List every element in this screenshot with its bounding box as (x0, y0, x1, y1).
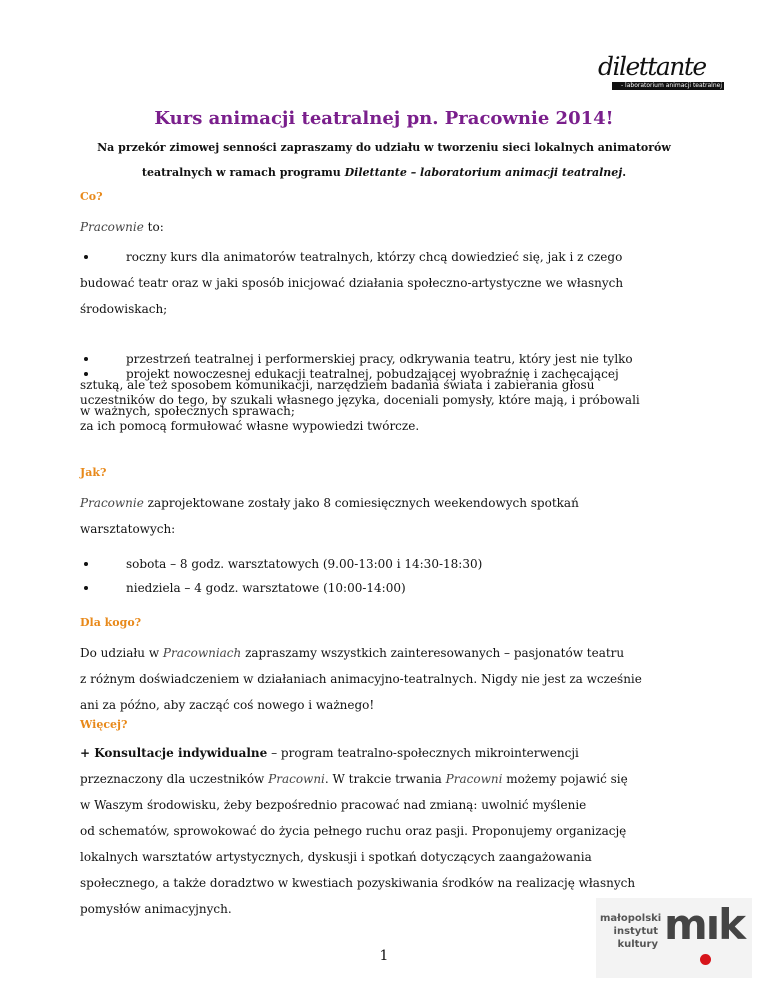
logo-tagline: - laboratorium animacji teatralnej (612, 82, 724, 90)
jak-bullet-1: sobota – 8 godz. warsztatowych (9.00-13:00 i 14:30-18:30) (80, 552, 688, 576)
dilettante-logo (598, 52, 726, 92)
heading-co: Co? (80, 190, 103, 203)
jak-lead: Pracownie zaprojektowane zostały jako 8 comiesięcznych weekendowych spotkań warsztatowych: (80, 496, 579, 536)
co-bullet-2: przestrzeń teatralnej i performerskiej pracy, odkrywania teatru, który jest nie tylko sztuką, ale też sposobem komunikacji, narzędziem badania świata i zabierania głosu w ważnych, społecznych sprawach; (80, 352, 633, 418)
co-lead: Pracownie to: (80, 220, 164, 234)
intro-line-1: Na przekór zimowej senności zapraszamy do udziału w tworzeniu sieci lokalnych animatorów (97, 141, 671, 154)
mik-logo-text: małopolski instytut kultury (600, 913, 662, 950)
dla-kogo-paragraph: Do udziału w Pracowniach zapraszamy wszystkich zainteresowanych – pasjonatów teatru z różnym doświadczeniem w działaniach animacyjno-teatralnych. Nigdy nie jest za wcześnie ani za późno, aby zacząć coś nowego i ważnego! (80, 646, 642, 712)
logo-script-text: dilettante (598, 52, 706, 81)
page-number: 1 (379, 948, 389, 964)
jak-bullet-2: niedziela – 4 godz. warsztatowe (10:00-14:00) (80, 576, 688, 600)
intro-paragraph (80, 135, 688, 185)
bullet-dot (84, 255, 88, 259)
co-bullet-1: roczny kurs dla animatorów teatralnych, którzy chcą dowiedzieć się, jak i z czego budować teatr oraz w jaki sposób inicjować działania społeczno-artystyczne we własnych środowiskach; (80, 250, 624, 316)
mik-logo-dot (700, 954, 711, 965)
intro-line-2: teatralnych w ramach programu Dilettante – laboratorium animacji teatralnej. (141, 166, 627, 179)
heading-jak: Jak? (80, 466, 107, 479)
heading-dla-kogo: Dla kogo? (80, 616, 142, 629)
wiecej-paragraph: + Konsultacje indywidualne – program teatralno-społecznych mikrointerwencji przeznaczony dla uczestników Pracowni. W trakcie trwania Pracowni możemy pojawić się w Waszym środowisku, żeby bezpośrednio pracować nad zmianą: uwolnić myślenie od schematów, sprowokować do życia pełnego ruchu oraz pasji. Proponujemy organizację lokalnych warsztatów artystycznych, dyskusji i spotkań dotyczących zaangażowania społecznego, a także doradztwo w kwestiach pozyskiwania środków na realizację własnych pomysłów animacyjnych. (80, 746, 636, 916)
heading-wiecej: Więcej? (80, 718, 128, 731)
mik-logo (596, 898, 752, 978)
jak-bullets (80, 552, 688, 600)
bullet-dot (84, 372, 88, 376)
mik-logo-letters: mık (664, 900, 745, 949)
page-title: Kurs animacji teatralnej pn. Pracownie 2014! (154, 108, 614, 129)
co-bullet-3: projekt nowoczesnej edukacji teatralnej, pobudzającej wyobraźnię i zachęcającej uczestników do tego, by szukali własnego języka, doceniali pomysły, które mają, i próbowali za ich pomocą formułować własne wypowiedzi twórcze. (80, 367, 640, 433)
